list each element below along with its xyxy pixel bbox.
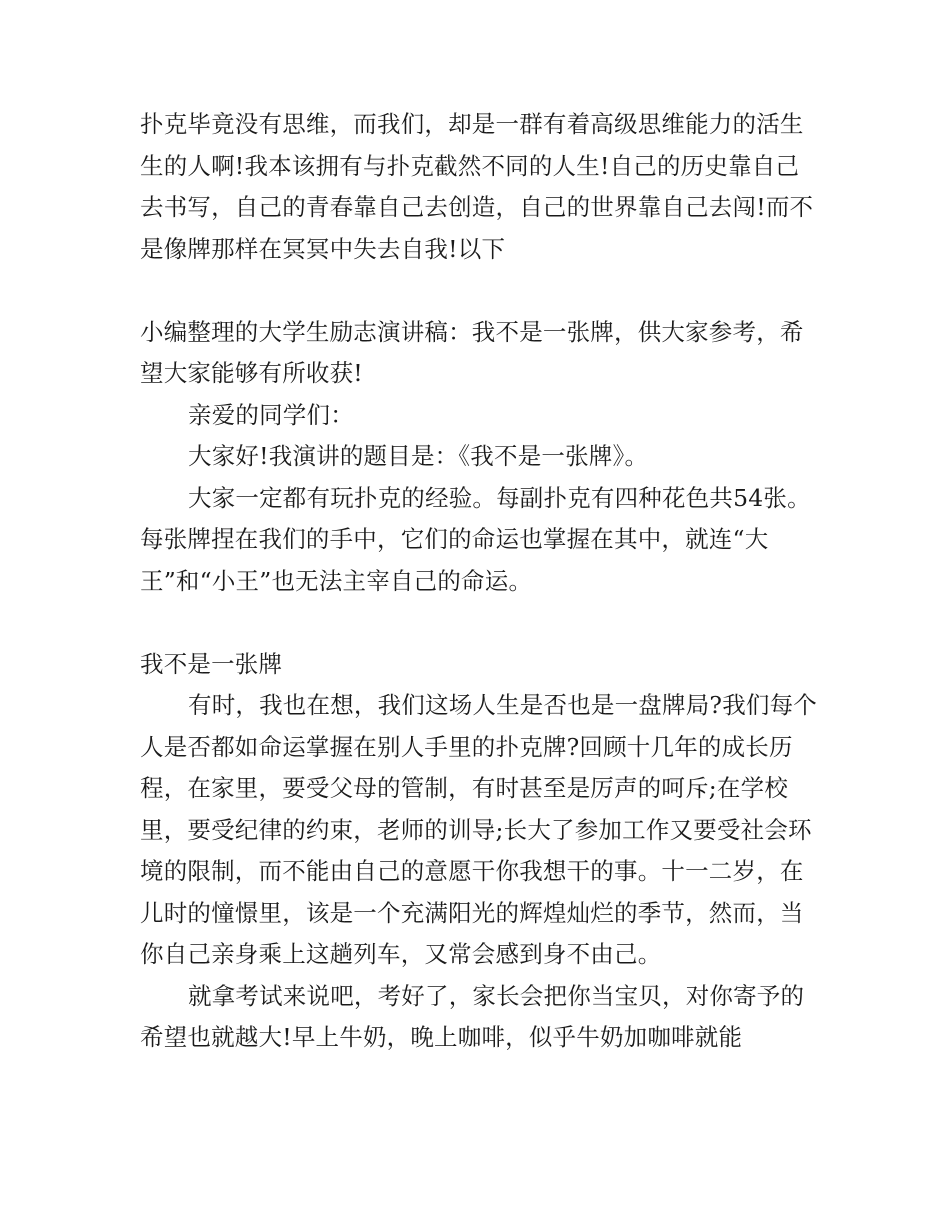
paragraph-exam-example: 就拿考试来说吧，考好了，家长会把你当宝贝，对你寄予的希望也就越大!早上牛奶，晚上咖啡，似乎牛奶加咖啡就能: [140, 981, 805, 1051]
paragraph-intro: 扑克毕竟没有思维，而我们，却是一群有着高级思维能力的活生生的人啊!我本该拥有与扑克截然不同的人生!自己的历史靠自己去书写，自己的青春靠自己去创造，自己的世界靠自己去闯!而不是像牌那样在冥冥中失去自我!以下: [140, 110, 814, 263]
paragraph-gap: [140, 270, 820, 312]
paragraph-life-reflection: 有时，我也在想，我们这场人生是否也是一盘牌局?我们每个人是否都如命运掌握在别人手里的扑克牌?回顾十几年的成长历程，在家里，要受父母的管制，有时甚至是厉声的呵斥;在学校里，要受纪律的约束，老师的训导;长大了参加工作又要受社会环境的限制，而不能由自己的意愿干你我想干的事。十一二岁，在儿时的憧憬里，该是一个充满阳光的辉煌灿烂的季节，然而，当你自己亲身乘上这趟列车，又常会感到身不由己。: [140, 691, 817, 968]
paragraph-poker-intro: 大家一定都有玩扑克的经验。每副扑克有四种花色共54张。每张牌捏在我们的手中，它们的命运也掌握在其中，就连“大王”和“小王”也无法主宰自己的命运。: [140, 483, 811, 595]
paragraph-greeting: 亲爱的同学们：: [188, 400, 354, 429]
section-heading: 我不是一张牌: [140, 649, 283, 678]
paragraph-editor-note: 小编整理的大学生励志演讲稿：我不是一张牌，供大家参考，希望大家能够有所收获!: [140, 317, 804, 387]
paragraph-speech-title: 大家好!我演讲的题目是：《我不是一张牌》。: [188, 442, 649, 470]
document-page: [140, 104, 820, 1059]
paragraph-gap: [140, 602, 820, 644]
